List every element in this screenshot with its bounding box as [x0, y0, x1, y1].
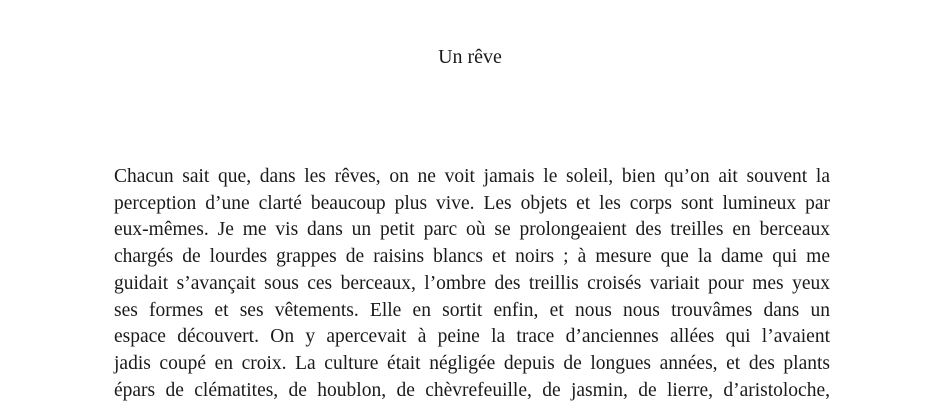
paragraph-line: eux-mêmes. Je me vis dans un petit parc où se prolongeaient des treilles en berceaux: [114, 219, 830, 241]
paragraph-line: guidait s’avançait sous ces berceaux, l’ombre des treillis croisés variait pour mes yeux: [114, 272, 830, 294]
paragraph-line: jadis coupé en croix. La culture était négligée depuis de longues années, et des plants: [114, 352, 830, 374]
paragraph-line: chargés de lourdes grappes de raisins blancs et noirs ; à mesure que la dame qui me: [114, 246, 830, 268]
paragraph-line: espace découvert. On y apercevait à peine la trace d’anciennes allées qui l’avaient: [114, 326, 830, 348]
paragraph-line: ses formes et ses vêtements. Elle en sortit enfin, et nous nous trouvâmes dans un: [114, 299, 830, 321]
page-title: Un rêve: [438, 46, 502, 68]
paragraph-line: Chacun sait que, dans les rêves, on ne voit jamais le soleil, bien qu’on ait souvent la: [114, 166, 830, 187]
paragraph-line: perception d’une clarté beaucoup plus vive. Les objets et les corps sont lumineux par: [114, 192, 830, 214]
body-paragraph: [114, 164, 830, 404]
paragraph-line: épars de clématites, de houblon, de chèvrefeuille, de jasmin, de lierre, d’aristoloche,: [114, 379, 830, 401]
